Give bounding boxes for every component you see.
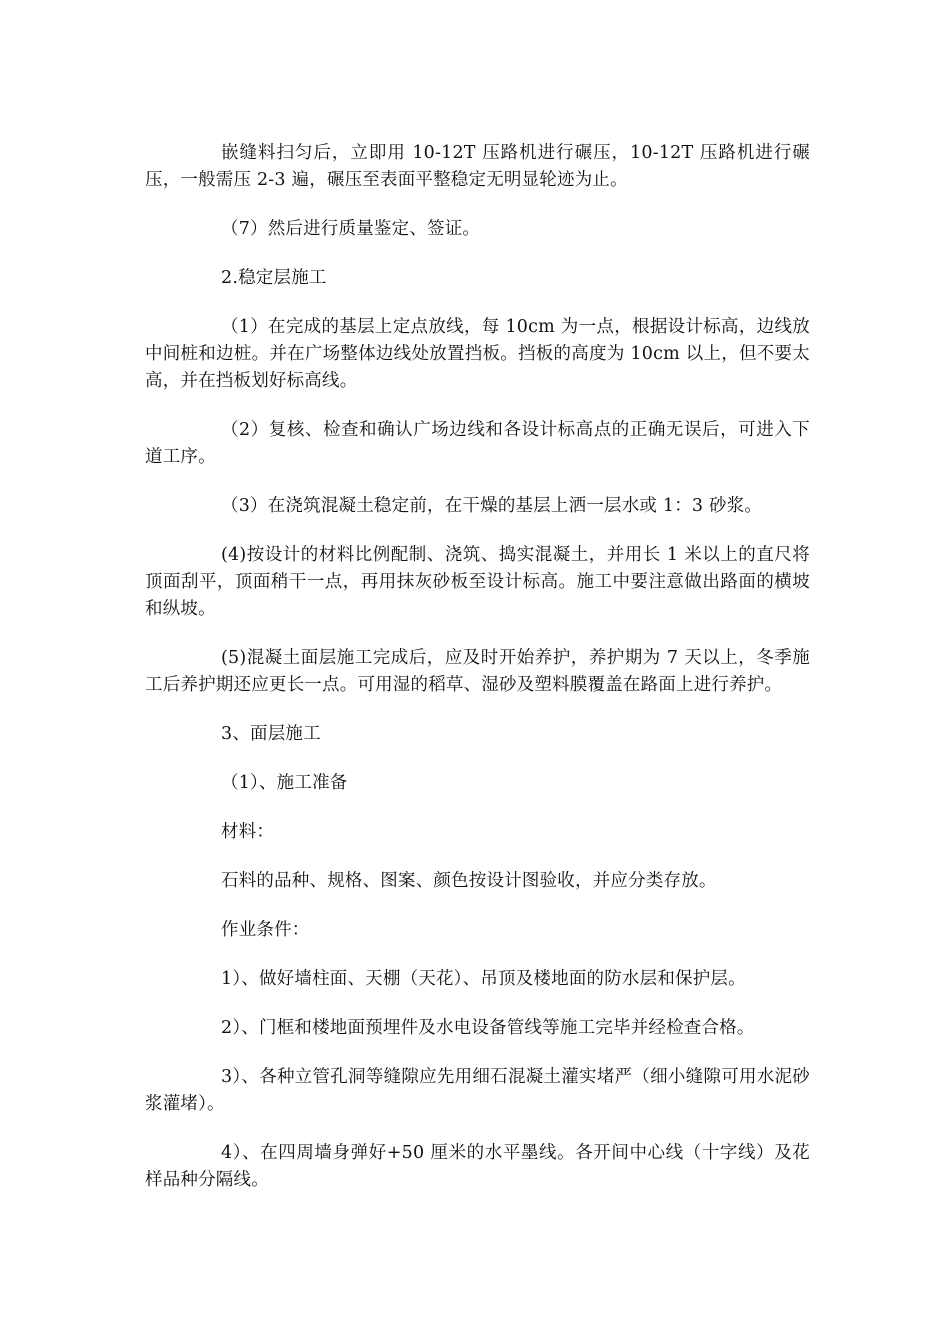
paragraph-stone-materials: 石料的品种、规格、图案、颜色按设计图验收，并应分类存放。 [221,871,717,891]
label-materials: 材料： [221,822,275,842]
paragraph-roller-compaction: 嵌缝料扫匀后，立即用 10-12T 压路机进行碾压，10-12T 压路机进行碾压，一般需压 2-3 遍，碾压至表面平整稳定无明显轮迹为止。 [145,143,810,190]
paragraph-review-check: （2）复核、检查和确认广场边线和各设计标高点的正确无误后，可进入下道工序。 [145,420,810,467]
paragraph-curing: (5)混凝土面层施工完成后，应及时开始养护，养护期为 7 天以上，冬季施工后养护期还应更长一点。可用湿的稻草、湿砂及塑料膜覆盖在路面上进行养护。 [145,648,810,695]
list-item-condition-3: 3）、各种立管孔洞等缝隙应先用细石混凝土灌实堵严（细小缝隙可用水泥砂浆灌堵）。 [145,1067,810,1114]
paragraph-wet-base: （3）在浇筑混凝土稳定前，在干燥的基层上洒一层水或 1：3 砂浆。 [221,496,763,516]
heading-surface-layer: 3、面层施工 [221,724,321,744]
list-item-condition-4: 4）、在四周墙身弹好+50 厘米的水平墨线。各开间中心线（十字线）及花样品种分隔线。 [145,1143,810,1190]
list-item-condition-1: 1）、做好墙柱面、天棚（天花）、吊顶及楼地面的防水层和保护层。 [221,969,746,989]
heading-preparation: （1）、施工准备 [221,773,348,793]
list-item-condition-2: 2）、门框和楼地面预埋件及水电设备管线等施工完毕并经检查合格。 [221,1018,755,1038]
paragraph-pour-concrete: (4)按设计的材料比例配制、浇筑、捣实混凝土，并用长 1 米以上的直尺将顶面刮平，顶面稍干一点，再用抹灰砂板至设计标高。施工中要注意做出路面的横坡和纵坡。 [145,545,810,619]
paragraph-quality-inspection: （7）然后进行质量鉴定、签证。 [221,219,481,239]
document-page [145,140,810,1216]
label-work-conditions: 作业条件： [221,920,310,940]
paragraph-stake-out: （1）在完成的基层上定点放线，每 10cm 为一点，根据设计标高，边线放中间桩和边桩。并在广场整体边线处放置挡板。挡板的高度为 10cm 以上，但不要太高，并在挡板划好标高线。 [145,317,810,391]
heading-stabilized-layer: 2.稳定层施工 [221,268,327,288]
